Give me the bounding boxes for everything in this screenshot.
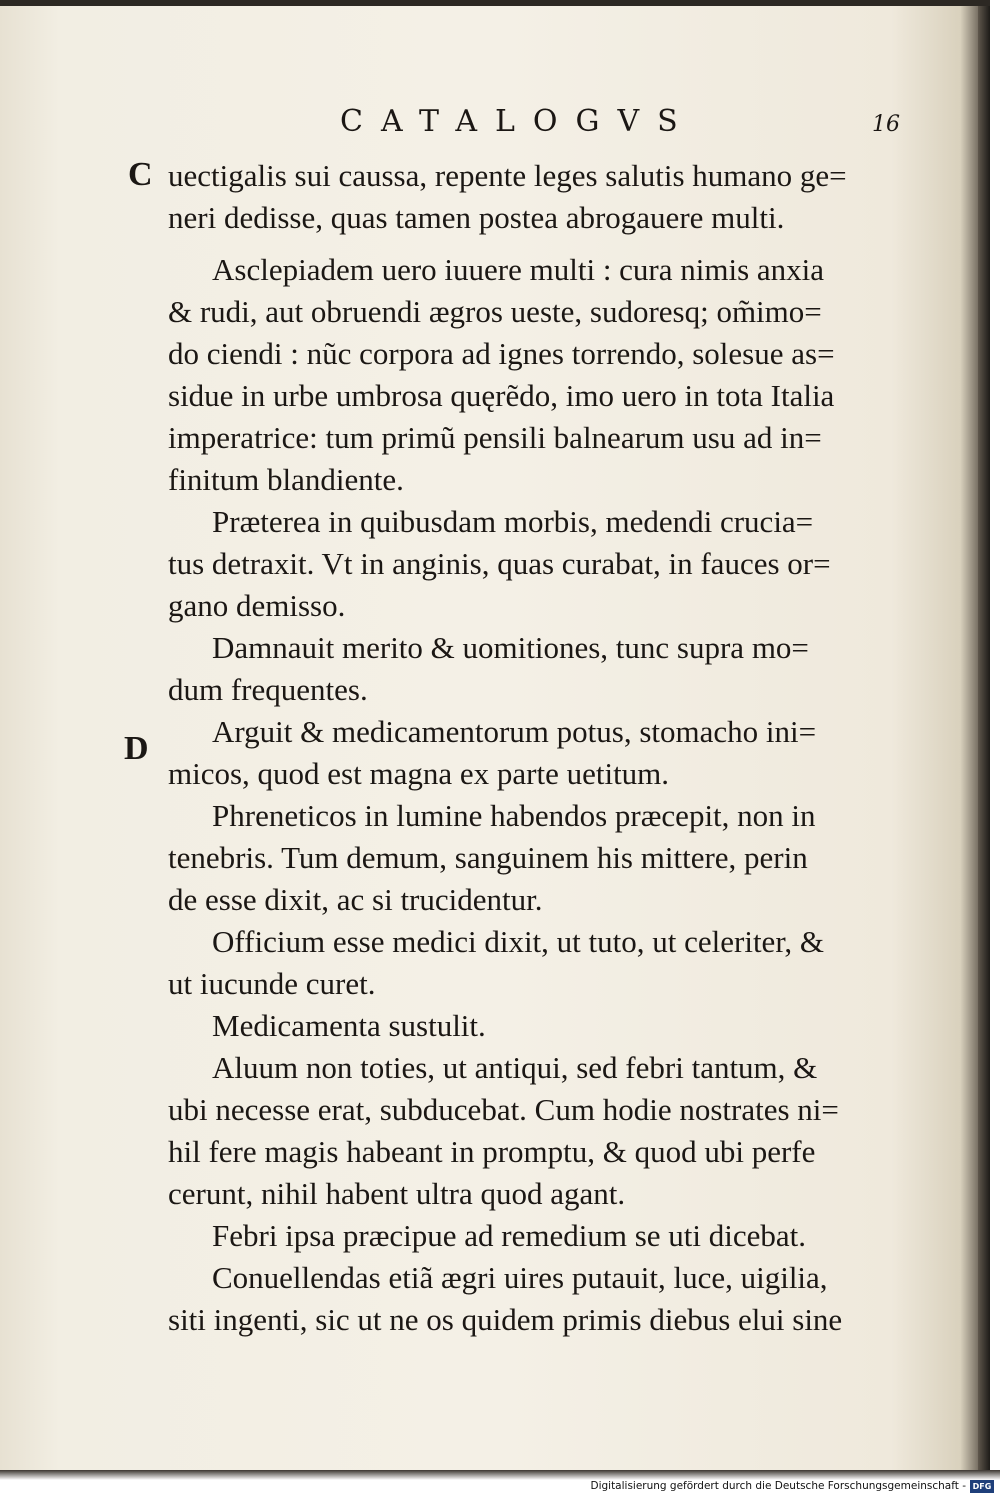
digitization-credit: Digitalisierung gefördert durch die Deutsche Forschungsgemeinschaft - — [590, 1480, 966, 1492]
text-line: & rudi, aut obruendi ægros ueste, sudoresq; om̃imo= — [168, 294, 822, 329]
text-line: tus detraxit. Vt in anginis, quas curabat, in fauces or= — [168, 546, 831, 581]
text-line: neri dedisse, quas tamen postea abrogauere multi. — [168, 200, 785, 235]
folio-number: 16 — [872, 112, 900, 137]
text-line: ut iucunde curet. — [168, 966, 376, 1001]
signature-mark-c: C — [128, 156, 153, 193]
text-line: imperatrice: tum primũ pensili balnearum usu ad in= — [168, 420, 822, 455]
text-line: dum frequentes. — [168, 672, 368, 707]
text-line: Arguit & medicamentorum potus, stomacho ini= — [212, 714, 817, 749]
text-line: Aluum non toties, ut antiqui, sed febri tantum, & — [212, 1050, 818, 1085]
text-line: cerunt, nihil habent ultra quod agant. — [168, 1176, 626, 1211]
text-line: Medicamenta sustulit. — [212, 1008, 486, 1043]
text-line: siti ingenti, sic ut ne os quidem primis diebus elui sine — [168, 1302, 843, 1337]
page-edge-shadow — [978, 6, 990, 1484]
text-line: finitum blandiente. — [168, 462, 404, 497]
text-line: do ciendi : nũc corpora ad ignes torrendo, solesue as= — [168, 336, 835, 371]
signature-mark-d: D — [124, 730, 149, 767]
page-bottom-shadow — [0, 1470, 1000, 1480]
text-line: Asclepiadem uero iuuere multi : cura nimis anxia — [212, 252, 825, 287]
dfg-logo: DFG — [970, 1480, 994, 1493]
text-line: tenebris. Tum demum, sanguinem his mittere, perin — [168, 840, 808, 875]
text-line: Conuellendas etiã ægri uires putauit, luce, uigilia, — [212, 1260, 828, 1295]
text-line: Præterea in quibusdam morbis, medendi crucia= — [212, 504, 814, 539]
text-line: Officium esse medici dixit, ut tuto, ut celeriter, & — [212, 924, 825, 959]
text-line: hil fere magis habeant in promptu, & quod ubi perfe — [168, 1134, 816, 1169]
text-line: Phreneticos in lumine habendos præcepit, non in — [212, 798, 816, 833]
text-line: micos, quod est magna ex parte uetitum. — [168, 756, 670, 791]
text-line: Febri ipsa præcipue ad remedium se uti dicebat. — [212, 1218, 806, 1253]
running-head: CATALOGVS — [340, 104, 696, 139]
text-line: gano demisso. — [168, 588, 346, 623]
text-line: de esse dixit, ac si trucidentur. — [168, 882, 543, 917]
text-line: uectigalis sui caussa, repente leges salutis humano ge= — [168, 158, 847, 193]
text-line: sidue in urbe umbrosa quęrẽdo, imo uero in tota Italia — [168, 378, 835, 413]
text-line: ubi necesse erat, subducebat. Cum hodie nostrates ni= — [168, 1092, 839, 1127]
text-line: Damnauit merito & uomitiones, tunc supra mo= — [212, 630, 809, 665]
